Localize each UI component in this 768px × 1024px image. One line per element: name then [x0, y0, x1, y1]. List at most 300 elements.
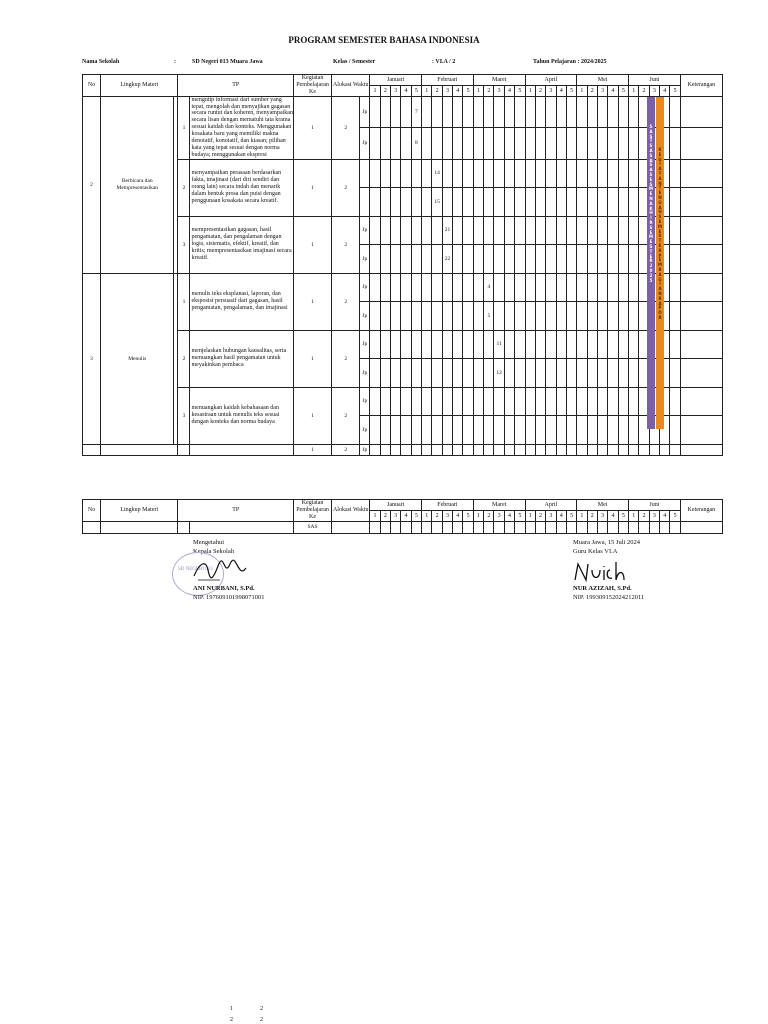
footer-num-2a: 2: [230, 1017, 233, 1023]
week-cell: [597, 216, 607, 245]
band-letter: M: [649, 234, 653, 240]
week-cell: [535, 188, 545, 217]
month-header: Februari: [422, 500, 474, 511]
academic-year: Tahun Pelajaran : 2024/2025: [533, 59, 607, 65]
keterangan-cell: [680, 273, 722, 302]
week-cell: [370, 521, 380, 533]
week-cell: [391, 387, 401, 416]
week-cell: [618, 128, 628, 160]
week-cell: [411, 159, 421, 188]
footer-num-2b: 2: [260, 1017, 263, 1023]
week-cell: [639, 444, 649, 455]
week-cell: [484, 359, 494, 388]
band-letter: A: [649, 200, 653, 206]
week-header: 5: [566, 511, 576, 521]
band-letter: I: [659, 281, 661, 287]
week-cell: [597, 159, 607, 188]
empty-cell: [101, 521, 178, 533]
week-cell: [504, 387, 514, 416]
week-cell: [556, 216, 566, 245]
kegiatan-number: 1: [293, 330, 331, 387]
week-header: 2: [484, 511, 494, 521]
band-letter: K: [649, 205, 653, 211]
week-header: 5: [670, 511, 680, 521]
band-letter: N: [658, 194, 662, 200]
week-cell: [411, 273, 421, 302]
week-cell: [608, 387, 618, 416]
week-cell: [494, 216, 504, 245]
week-cell: [608, 188, 618, 217]
week-header: 5: [411, 86, 421, 96]
week-cell: [453, 96, 463, 128]
week-cell: [566, 359, 576, 388]
week-cell: [608, 96, 618, 128]
week-mark: 15: [432, 188, 442, 217]
week-cell: [608, 521, 618, 533]
week-cell: [484, 159, 494, 188]
jp-cell: Jp: [360, 387, 370, 416]
band-letter: S: [658, 233, 662, 239]
week-cell: [566, 444, 576, 455]
week-cell: [370, 245, 380, 274]
week-cell: [629, 416, 639, 445]
week-cell: [515, 416, 525, 445]
week-cell: [411, 444, 421, 455]
band-letter: A: [658, 204, 662, 210]
week-cell: [546, 96, 556, 128]
week-cell: [629, 128, 639, 160]
band-letter: S: [649, 143, 653, 149]
sign-right-nip: NIP. 199309152024212011: [573, 594, 645, 601]
keterangan-cell: [680, 245, 722, 274]
band-letter: T: [658, 238, 662, 244]
week-cell: [556, 302, 566, 331]
week-cell: [411, 521, 421, 533]
week-cell: [577, 96, 587, 128]
week-cell: [629, 359, 639, 388]
week-cell: [629, 302, 639, 331]
week-cell: [556, 359, 566, 388]
week-cell: [525, 245, 535, 274]
band-letter: E: [658, 242, 662, 248]
week-cell: [453, 128, 463, 160]
keterangan-cell: [680, 302, 722, 331]
band-letter: M: [649, 186, 653, 192]
week-cell: [577, 416, 587, 445]
week-cell: [442, 128, 452, 160]
week-cell: [380, 128, 390, 160]
week-cell: [670, 128, 680, 160]
week-cell: [463, 521, 473, 533]
week-cell: [515, 96, 525, 128]
week-cell: [515, 245, 525, 274]
week-cell: [484, 245, 494, 274]
band-letter: I: [650, 215, 652, 221]
week-cell: [525, 521, 535, 533]
week-cell: [422, 245, 432, 274]
band-letter: M: [658, 262, 662, 268]
band-letter: R: [658, 295, 662, 301]
last-kegiatan: 1: [293, 444, 331, 455]
week-cell: [649, 444, 659, 455]
week-cell: [556, 521, 566, 533]
week-cell: [463, 302, 473, 331]
week-cell: [453, 302, 463, 331]
week-cell: [380, 96, 390, 128]
week-cell: [597, 302, 607, 331]
week-header: 1: [525, 86, 535, 96]
week-cell: [370, 302, 380, 331]
col-header-keterangan: Keterangan: [680, 500, 722, 522]
week-cell: [401, 302, 411, 331]
week-cell: [473, 302, 483, 331]
week-cell: [618, 216, 628, 245]
week-cell: [525, 273, 535, 302]
week-cell: [391, 302, 401, 331]
week-cell: [597, 273, 607, 302]
week-cell: [473, 159, 483, 188]
week-cell: [422, 159, 432, 188]
week-header: 2: [535, 86, 545, 96]
band-letter: E: [649, 176, 653, 182]
alokasi-waktu: 2: [332, 216, 360, 273]
week-cell: [670, 245, 680, 274]
jp-cell: Jp: [360, 273, 370, 302]
week-header: 2: [432, 511, 442, 521]
week-cell: [597, 521, 607, 533]
week-header: 5: [566, 86, 576, 96]
week-cell: [597, 387, 607, 416]
week-cell: [370, 216, 380, 245]
week-cell: [422, 128, 432, 160]
week-mark: 11: [494, 330, 504, 359]
band-letter: T: [658, 170, 662, 176]
week-cell: [442, 273, 452, 302]
week-cell: [391, 216, 401, 245]
col-header-lingkup: Lingkup Materi: [101, 75, 178, 97]
week-cell: [597, 359, 607, 388]
semester-program-table: [82, 74, 723, 456]
week-header: 3: [649, 511, 659, 521]
week-cell: [525, 216, 535, 245]
week-cell: [504, 521, 514, 533]
week-cell: [535, 273, 545, 302]
week-cell: [453, 359, 463, 388]
week-cell: [546, 330, 556, 359]
band-letter: A: [658, 286, 662, 292]
week-cell: [504, 245, 514, 274]
band-letter: A: [649, 147, 653, 153]
band-letter: E: [658, 228, 662, 234]
sign-left-line2: Kepala Sekolah: [193, 548, 234, 555]
alokasi-waktu: 2: [332, 96, 360, 159]
tp-number: 1: [178, 96, 190, 159]
week-cell: [442, 188, 452, 217]
kegiatan-number: 1: [293, 273, 331, 330]
week-cell: [504, 302, 514, 331]
week-cell: [546, 245, 556, 274]
week-cell: [608, 245, 618, 274]
keterangan-cell: [680, 416, 722, 445]
empty-cell: [178, 444, 190, 455]
week-header: 4: [401, 511, 411, 521]
week-cell: [432, 96, 442, 128]
week-header: 4: [504, 511, 514, 521]
month-header: April: [525, 500, 577, 511]
week-cell: [587, 416, 597, 445]
week-cell: [608, 330, 618, 359]
week-cell: [629, 216, 639, 245]
week-cell: [473, 521, 483, 533]
jp-cell: [360, 188, 370, 217]
week-cell: [577, 387, 587, 416]
week-cell: [535, 416, 545, 445]
week-header: 4: [556, 511, 566, 521]
keterangan-cell: [680, 96, 722, 128]
week-cell: [546, 387, 556, 416]
week-cell: [380, 245, 390, 274]
jp-cell: Jp: [360, 416, 370, 445]
last-alokasi: 2: [332, 444, 360, 455]
week-header: 3: [546, 86, 556, 96]
week-cell: [556, 188, 566, 217]
week-cell: [391, 359, 401, 388]
week-cell: [453, 521, 463, 533]
week-cell: [629, 159, 639, 188]
week-cell: [463, 330, 473, 359]
week-cell: [587, 128, 597, 160]
week-cell: [515, 359, 525, 388]
week-cell: [577, 188, 587, 217]
week-cell: [515, 302, 525, 331]
week-header: 3: [649, 86, 659, 96]
week-cell: [494, 273, 504, 302]
week-cell: [535, 521, 545, 533]
week-header: 4: [556, 86, 566, 96]
week-cell: [566, 387, 576, 416]
week-cell: [463, 273, 473, 302]
jp-cell: Jp: [360, 359, 370, 388]
month-header: Januari: [370, 500, 422, 511]
week-cell: [566, 330, 576, 359]
week-cell: [566, 96, 576, 128]
band-letter: A: [658, 166, 662, 172]
week-cell: [411, 216, 421, 245]
week-cell: [442, 96, 452, 128]
group-number: 2: [83, 96, 101, 273]
tp-description: menuangkan kaidah kebahasaan dan kesastraan untuk menulis teks sesuai dengan konteks dan norma budaya: [190, 387, 293, 444]
week-cell: [515, 521, 525, 533]
tp-description: menjelaskan hubungan kausalitas, serta menuangkan hasil pengamatan untuk meyakinkan pembaca: [190, 330, 293, 387]
week-cell: [442, 330, 452, 359]
band-letter: S: [649, 171, 653, 177]
week-header: 2: [380, 511, 390, 521]
week-cell: [370, 330, 380, 359]
band-letter: S: [649, 243, 653, 249]
month-header: Juni: [629, 75, 681, 86]
week-cell: [380, 444, 390, 455]
week-header: 1: [629, 86, 639, 96]
week-cell: [442, 521, 452, 533]
week-cell: [566, 273, 576, 302]
week-header: 4: [453, 511, 463, 521]
week-cell: [380, 273, 390, 302]
week-cell: [670, 359, 680, 388]
week-cell: [608, 128, 618, 160]
week-cell: [608, 444, 618, 455]
week-cell: [618, 359, 628, 388]
week-cell: [494, 96, 504, 128]
band-letter: T: [649, 138, 653, 144]
week-header: 3: [494, 511, 504, 521]
band-letter: E: [649, 191, 653, 197]
week-cell: [401, 273, 411, 302]
week-cell: [411, 416, 421, 445]
week-cell: [535, 245, 545, 274]
band-letter: N: [658, 290, 662, 296]
band-letter: E: [658, 218, 662, 224]
week-cell: [587, 521, 597, 533]
week-cell: [566, 302, 576, 331]
week-cell: [566, 521, 576, 533]
empty-cell: [178, 521, 190, 533]
week-cell: [566, 159, 576, 188]
week-cell: [442, 387, 452, 416]
week-cell: [515, 188, 525, 217]
week-cell: [670, 521, 680, 533]
week-cell: [525, 330, 535, 359]
week-cell: [401, 128, 411, 160]
week-cell: [577, 444, 587, 455]
week-cell: [453, 444, 463, 455]
week-cell: [473, 444, 483, 455]
week-cell: [442, 359, 452, 388]
week-cell: [422, 387, 432, 416]
week-cell: [670, 188, 680, 217]
week-cell: [370, 359, 380, 388]
sign-right-line1: Muara Jawa, 15 Juli 2024: [573, 539, 640, 546]
week-cell: [484, 188, 494, 217]
week-cell: [577, 521, 587, 533]
week-cell: [401, 416, 411, 445]
week-header: 4: [660, 86, 670, 96]
week-cell: [566, 416, 576, 445]
week-header: 1: [370, 86, 380, 96]
week-cell: [422, 188, 432, 217]
week-cell: [504, 330, 514, 359]
week-cell: [608, 302, 618, 331]
week-cell: [432, 302, 442, 331]
week-cell: [380, 216, 390, 245]
band-letter: A: [649, 167, 653, 173]
week-cell: [463, 359, 473, 388]
col-header-tp: TP: [178, 75, 294, 97]
week-cell: [504, 128, 514, 160]
week-cell: [566, 216, 576, 245]
week-cell: [380, 387, 390, 416]
week-cell: [587, 216, 597, 245]
week-cell: [432, 216, 442, 245]
week-cell: [546, 521, 556, 533]
week-cell: [587, 273, 597, 302]
week-mark: 12: [494, 359, 504, 388]
month-header: Januari: [370, 75, 422, 86]
week-cell: [370, 273, 380, 302]
sign-left-nip: NIP. 197609101998071001: [193, 594, 265, 601]
week-cell: [629, 96, 639, 128]
week-cell: [401, 521, 411, 533]
week-cell: [401, 444, 411, 455]
week-cell: [380, 416, 390, 445]
school-label: Nama Sekolah: [82, 59, 120, 65]
week-header: 1: [473, 511, 483, 521]
week-cell: [484, 416, 494, 445]
month-header: Juni: [629, 500, 681, 511]
band-letter: P: [658, 252, 662, 258]
week-cell: [494, 245, 504, 274]
week-cell: [618, 521, 628, 533]
week-header: 2: [535, 511, 545, 521]
band-letter: A: [658, 271, 662, 277]
week-cell: [463, 159, 473, 188]
week-header: 3: [391, 511, 401, 521]
week-cell: [577, 273, 587, 302]
band-letter: I: [659, 161, 661, 167]
week-header: 3: [597, 86, 607, 96]
week-header: 1: [525, 511, 535, 521]
week-cell: [432, 273, 442, 302]
alokasi-waktu: 2: [332, 387, 360, 444]
week-cell: [473, 245, 483, 274]
band-letter: A: [658, 300, 662, 306]
month-header: Mei: [577, 500, 629, 511]
keterangan-cell: [680, 128, 722, 160]
week-cell: [422, 216, 432, 245]
week-cell: [473, 416, 483, 445]
week-cell: [556, 273, 566, 302]
week-cell: [380, 521, 390, 533]
week-cell: [401, 387, 411, 416]
week-cell: [453, 273, 463, 302]
week-cell: [587, 330, 597, 359]
week-header: 4: [608, 511, 618, 521]
week-header: 4: [453, 86, 463, 96]
week-cell: [463, 216, 473, 245]
empty-cell: [83, 444, 101, 455]
group-number: 3: [83, 273, 101, 444]
week-cell: [629, 521, 639, 533]
week-cell: [484, 96, 494, 128]
week-cell: [463, 387, 473, 416]
week-cell: [546, 302, 556, 331]
band-letter: A: [649, 128, 653, 134]
week-cell: [473, 96, 483, 128]
week-cell: [629, 330, 639, 359]
week-header: 4: [401, 86, 411, 96]
week-cell: [422, 444, 432, 455]
week-cell: [577, 330, 587, 359]
band-letter: H: [649, 210, 653, 216]
week-cell: [597, 416, 607, 445]
alokasi-waktu: 2: [332, 273, 360, 330]
week-cell: [504, 96, 514, 128]
week-cell: [494, 188, 504, 217]
band-letter: N: [658, 180, 662, 186]
week-cell: [597, 128, 607, 160]
col-header-lingkup: Lingkup Materi: [101, 500, 178, 522]
week-cell: [535, 159, 545, 188]
col-header-no: No: [83, 500, 101, 522]
